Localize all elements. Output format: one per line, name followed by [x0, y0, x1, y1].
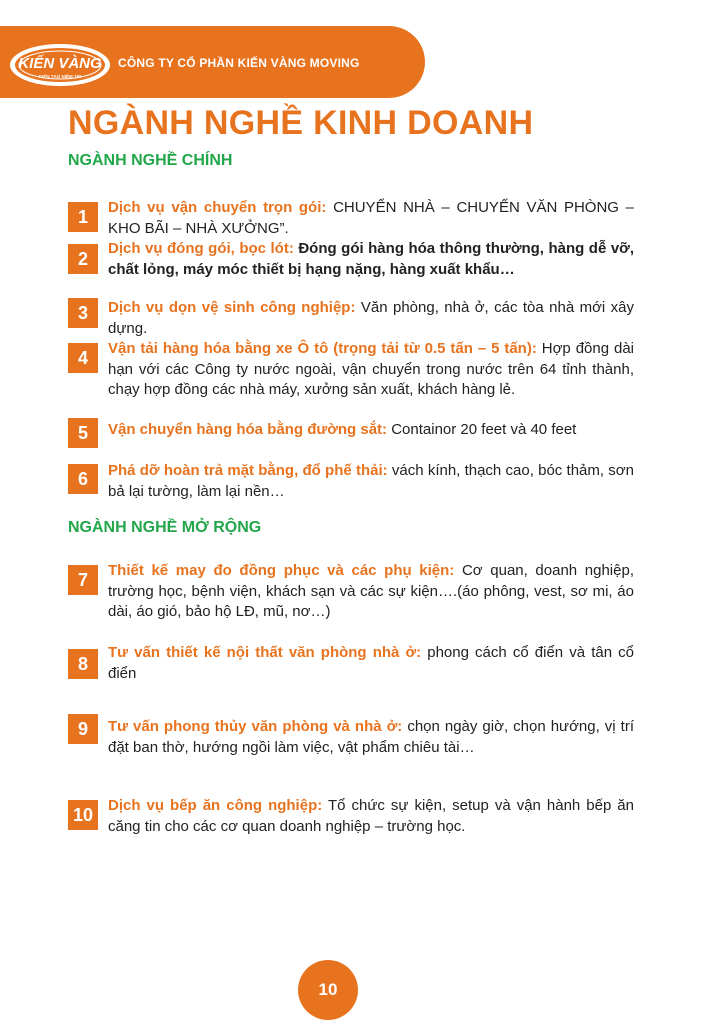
- company-name: CÔNG TY CỔ PHẦN KIẾN VÀNG MOVING: [118, 56, 360, 70]
- item-number-badge: 3: [68, 298, 98, 328]
- item-text: [108, 643, 634, 684]
- item-number-badge: 2: [68, 244, 98, 274]
- item-desc: chọn ngày giờ, chọn hướng, vị trí đặt ban thờ, hướng ngồi làm việc, vật phẩm chiêu tài…: [108, 718, 634, 756]
- item-number-badge: 8: [68, 649, 98, 679]
- item-label: Vận tải hàng hóa bằng xe Ô tô (trọng tải từ 0.5 tấn – 5 tấn):: [108, 340, 537, 357]
- item-desc: phong cách cổ điển và tân cổ điển: [108, 644, 635, 682]
- item-label: Vận chuyển hàng hóa bằng đường sắt:: [108, 421, 388, 438]
- item-desc: Containor 20 feet và 40 feet: [387, 421, 577, 438]
- item-desc: CHUYỂN NHÀ – CHUYỂN VĂN PHÒNG – KHO BÃI – NHÀ XƯỞNG”.: [108, 199, 634, 237]
- item-text: [108, 239, 634, 280]
- item-number-badge: 7: [68, 565, 98, 595]
- item-label: Tư vấn thiết kế nội thất văn phòng nhà ở:: [108, 644, 422, 661]
- item-desc: Tổ chức sự kiện, setup và vận hành bếp ăn căng tin cho các cơ quan doanh nghiệp – trường học.: [108, 797, 634, 835]
- item-label: Dịch vụ đóng gói, bọc lót:: [108, 240, 294, 257]
- item-label: Dịch vụ dọn vệ sinh công nghiệp:: [108, 299, 356, 316]
- company-logo: [8, 42, 114, 88]
- page-title: NGÀNH NGHỀ KINH DOANH: [68, 104, 534, 142]
- item-text: [108, 198, 634, 239]
- item-desc: Văn phòng, nhà ở, các tòa nhà mới xây dựng.: [108, 299, 634, 337]
- item-number-badge: 9: [68, 714, 98, 744]
- item-desc: Cơ quan, doanh nghiệp, trường học, bệnh viện, khách sạn và các sự kiện….(áo phông, vest, sơ mi, áo dài, áo gió, bảo hộ LĐ, mũ, nơ…): [108, 562, 634, 620]
- item-text: [108, 461, 634, 502]
- item-text: [108, 420, 634, 441]
- item-text: [108, 796, 634, 837]
- logo-tagline: KIẾN TẠO NIỀM TIN: [38, 74, 82, 79]
- item-number-badge: 5: [68, 418, 98, 448]
- item-desc: Hợp đồng dài hạn với các Công ty nước ngoài, vận chuyển trong nước trên 64 tỉnh thành, chạy hợp đồng các nhà máy, xưởng sản xuất, khách hàng lẻ.: [108, 340, 634, 398]
- item-label: Thiết kế may đo đồng phục và các phụ kiện:: [108, 562, 455, 579]
- item-number-badge: 10: [68, 800, 98, 830]
- item-number-badge: 1: [68, 202, 98, 232]
- item-text: [108, 561, 634, 623]
- item-label: Dịch vụ vận chuyển trọn gói:: [108, 199, 327, 216]
- item-number-badge: 4: [68, 343, 98, 373]
- item-label: Phá dỡ hoàn trả mặt bằng, đổ phế thải:: [108, 462, 388, 479]
- item-number-badge: 6: [68, 464, 98, 494]
- item-text: [108, 298, 634, 339]
- page-number: 10: [298, 960, 358, 1020]
- item-label: Tư vấn phong thủy văn phòng và nhà ở:: [108, 718, 403, 735]
- item-label: Dịch vụ bếp ăn công nghiệp:: [108, 797, 323, 814]
- item-text: [108, 339, 634, 401]
- item-desc: vách kính, thạch cao, bóc thảm, sơn bả lại tường, làm lại nền…: [108, 462, 634, 500]
- logo-text: KIẾN VÀNG: [18, 55, 102, 72]
- item-desc: Đóng gói hàng hóa thông thường, hàng dễ vỡ, chất lỏng, máy móc thiết bị hạng nặng, hàng xuất khẩu…: [108, 240, 634, 278]
- ext-section-heading: NGÀNH NGHỀ MỞ RỘNG: [68, 519, 262, 536]
- main-section-heading: NGÀNH NGHỀ CHÍNH: [68, 152, 233, 169]
- item-text: [108, 717, 634, 758]
